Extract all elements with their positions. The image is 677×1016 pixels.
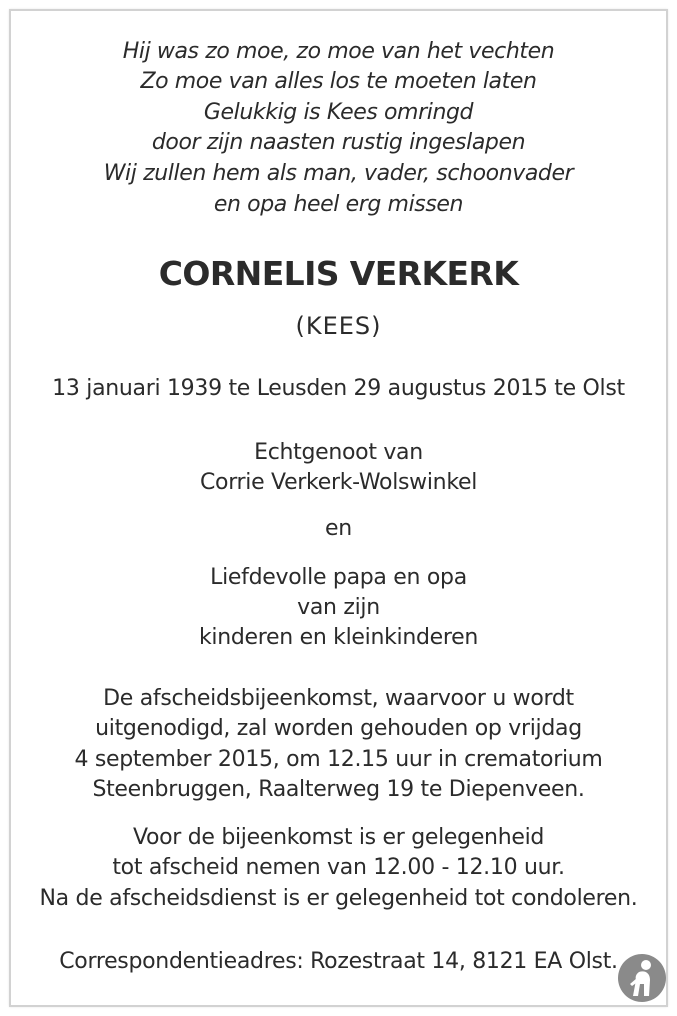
service-line-1: De afscheidsbijeenkomst, waarvoor u wordt — [103, 686, 574, 711]
family-line-3: kinderen en kleinkinderen — [198, 625, 479, 650]
poem-line-5: Wij zullen hem als man, vader, schoonvader — [103, 161, 574, 186]
conjunction: en — [325, 516, 352, 541]
spouse-line-1: Echtgenoot van — [254, 440, 423, 465]
visitation-line-2: tot afscheid nemen van 12.00 - 12.10 uur. — [112, 855, 565, 880]
family-line-2: van zijn — [297, 595, 380, 620]
life-dates: 13 januari 1939 te Leusden 29 augustus 2015 te Olst — [52, 376, 625, 401]
family-line-1: Liefdevolle papa en opa — [210, 565, 467, 590]
poem-line-2: Zo moe van alles los te moeten laten — [140, 69, 537, 94]
service-line-2: uitgenodigd, zal worden gehouden op vrijdag — [95, 716, 582, 741]
service-line-3: 4 september 2015, om 12.15 uur in crematorium — [74, 747, 603, 772]
deceased-name: CORNELIS VERKERK — [158, 254, 519, 293]
poem-line-4: door zijn naasten rustig ingeslapen — [151, 130, 526, 155]
mourning-figure-icon — [616, 952, 668, 1004]
service-line-4: Steenbruggen, Raalterweg 19 te Diepenveen. — [92, 777, 585, 802]
correspondence-address: Correspondentieadres: Rozestraat 14, 8121 EA Olst. — [59, 949, 618, 974]
deceased-nickname: (KEES) — [295, 312, 382, 340]
poem-line-3: Gelukkig is Kees omringd — [203, 100, 474, 125]
visitation-line-1: Voor de bijeenkomst is er gelegenheid — [132, 825, 545, 850]
poem-line-1: Hij was zo moe, zo moe van het vechten — [122, 39, 555, 64]
poem-line-6: en opa heel erg missen — [213, 192, 464, 217]
visitation-line-3: Na de afscheidsdienst is er gelegenheid tot condoleren. — [39, 886, 638, 911]
spouse-line-2: Corrie Verkerk-Wolswinkel — [199, 470, 478, 495]
